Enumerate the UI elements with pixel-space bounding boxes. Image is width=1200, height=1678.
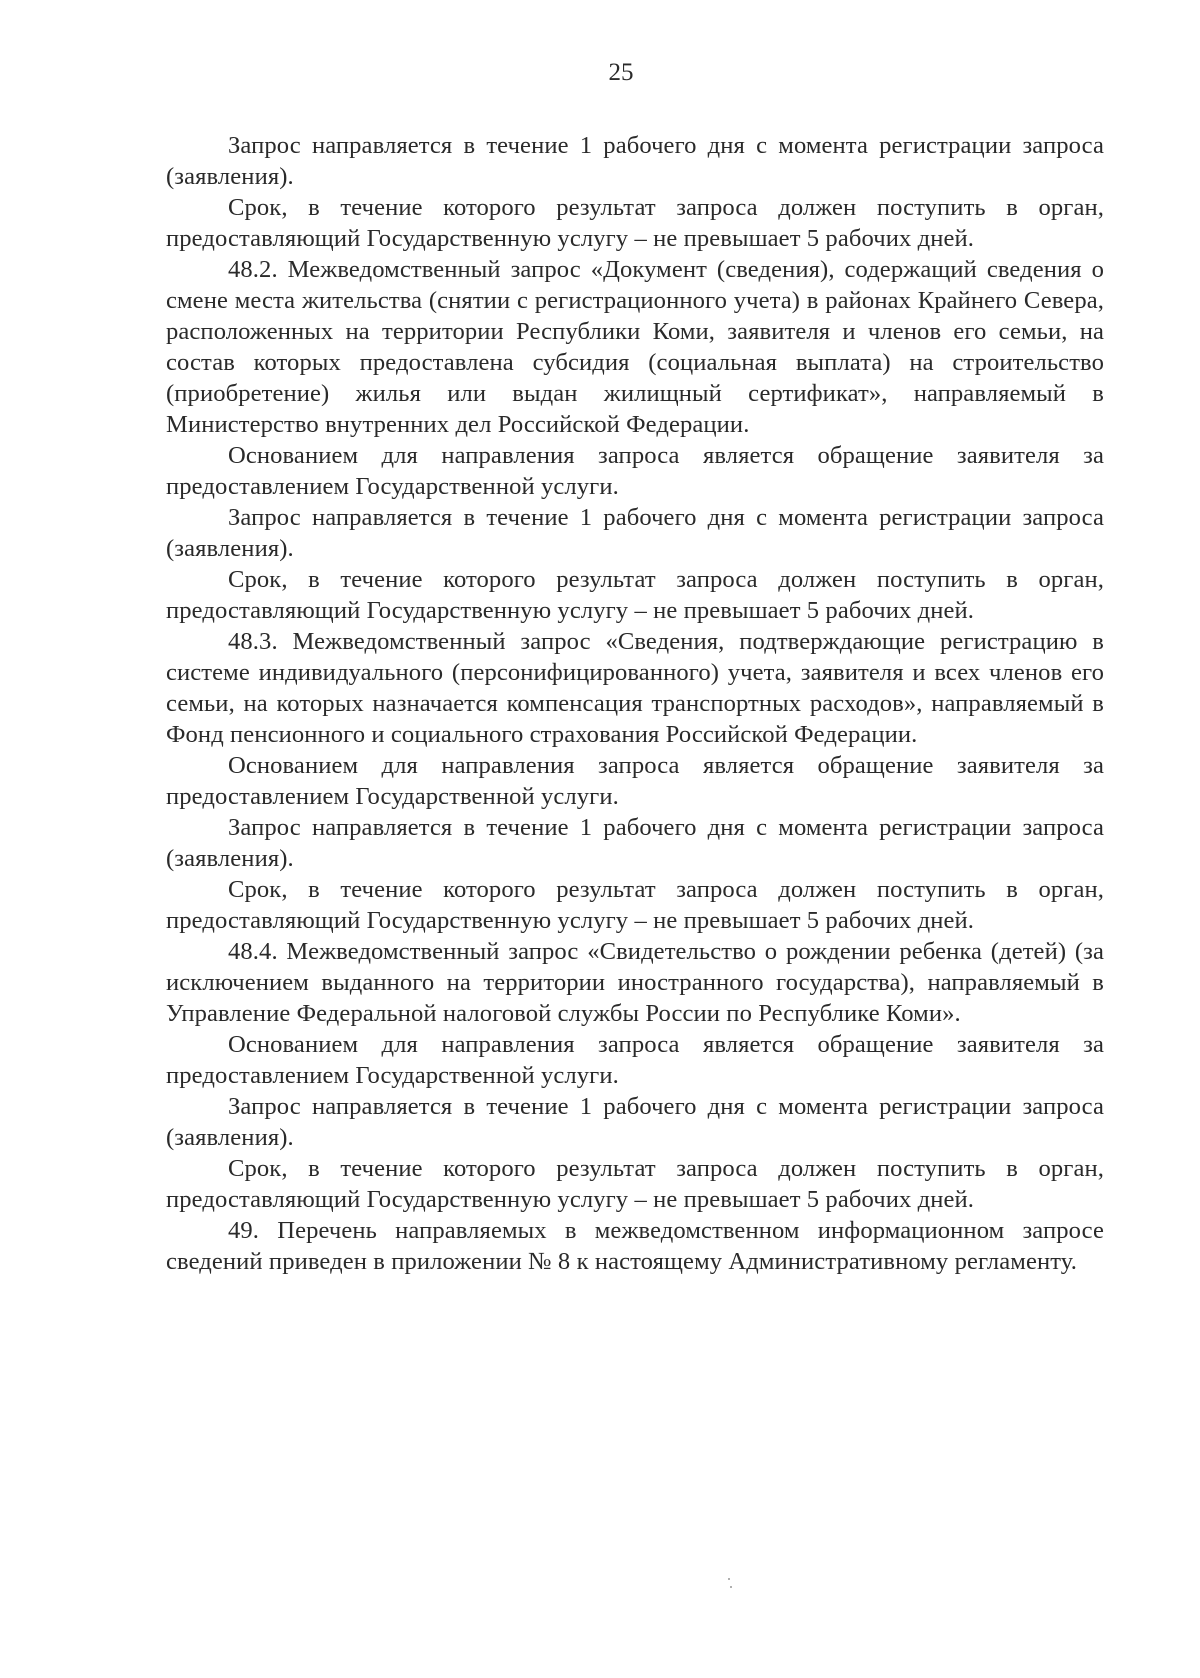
- paragraph-result-term-2: Срок, в течение которого результат запроса должен поступить в орган, предоставляющий Государственную услугу – не превышает 5 рабочих дней.: [166, 566, 1104, 624]
- paragraph-result-term-3: Срок, в течение которого результат запроса должен поступить в орган, предоставляющий Государственную услугу – не превышает 5 рабочих дней.: [166, 876, 1104, 934]
- paragraph-request-deadline-2: Запрос направляется в течение 1 рабочего дня с момента регистрации запроса (заявления).: [166, 504, 1104, 562]
- paragraph-result-term-1: Срок, в течение которого результат запроса должен поступить в орган, предоставляющий Государственную услугу – не превышает 5 рабочих дней.: [166, 194, 1104, 252]
- document-body: [166, 130, 1104, 1277]
- paragraph-basis-1: Основанием для направления запроса является обращение заявителя за предоставлением Государственной услуги.: [166, 442, 1104, 500]
- paragraph-item-48-3: 48.3. Межведомственный запрос «Сведения, подтверждающие регистрацию в системе индивидуального (персонифицированного) учета, заявителя и всех членов его семьи, на которых назначается компенсация транспортных расходов», направляемый в Фонд пенсионного и социального страхования Российской Федерации.: [166, 628, 1104, 748]
- page-number: 25: [608, 59, 634, 86]
- paragraph-item-48-2: 48.2. Межведомственный запрос «Документ (сведения), содержащий сведения о смене места жительства (снятии с регистрационного учета) в районах Крайнего Севера, расположенных на территории Республики Коми, заявителя и членов его семьи, на состав которых предоставлена субсидия (социальная выплата) на строительство (приобретение) жилья или выдан жилищный сертификат», направляемый в Министерство внутренних дел Российской Федерации.: [166, 256, 1104, 438]
- paragraph-result-term-4: Срок, в течение которого результат запроса должен поступить в орган, предоставляющий Государственную услугу – не превышает 5 рабочих дней.: [166, 1155, 1104, 1213]
- paragraph-request-deadline-4: Запрос направляется в течение 1 рабочего дня с момента регистрации запроса (заявления).: [166, 1093, 1104, 1151]
- paragraph-basis-2: Основанием для направления запроса является обращение заявителя за предоставлением Государственной услуги.: [166, 752, 1104, 810]
- paragraph-request-deadline-1: Запрос направляется в течение 1 рабочего дня с момента регистрации запроса (заявления).: [166, 132, 1104, 190]
- paragraph-basis-3: Основанием для направления запроса является обращение заявителя за предоставлением Государственной услуги.: [166, 1031, 1104, 1089]
- paragraph-item-49: 49. Перечень направляемых в межведомственном информационном запросе сведений приведен в приложении № 8 к настоящему Административному регламенту.: [166, 1217, 1104, 1275]
- paragraph-item-48-4: 48.4. Межведомственный запрос «Свидетельство о рождении ребенка (детей) (за исключением выданного на территории иностранного государства), направляемый в Управление Федеральной налоговой службы России по Республике Коми».: [166, 938, 1104, 1027]
- paragraph-request-deadline-3: Запрос направляется в течение 1 рабочего дня с момента регистрации запроса (заявления).: [166, 814, 1104, 872]
- scan-speck: [728, 1578, 730, 1580]
- scan-speck: [730, 1586, 732, 1588]
